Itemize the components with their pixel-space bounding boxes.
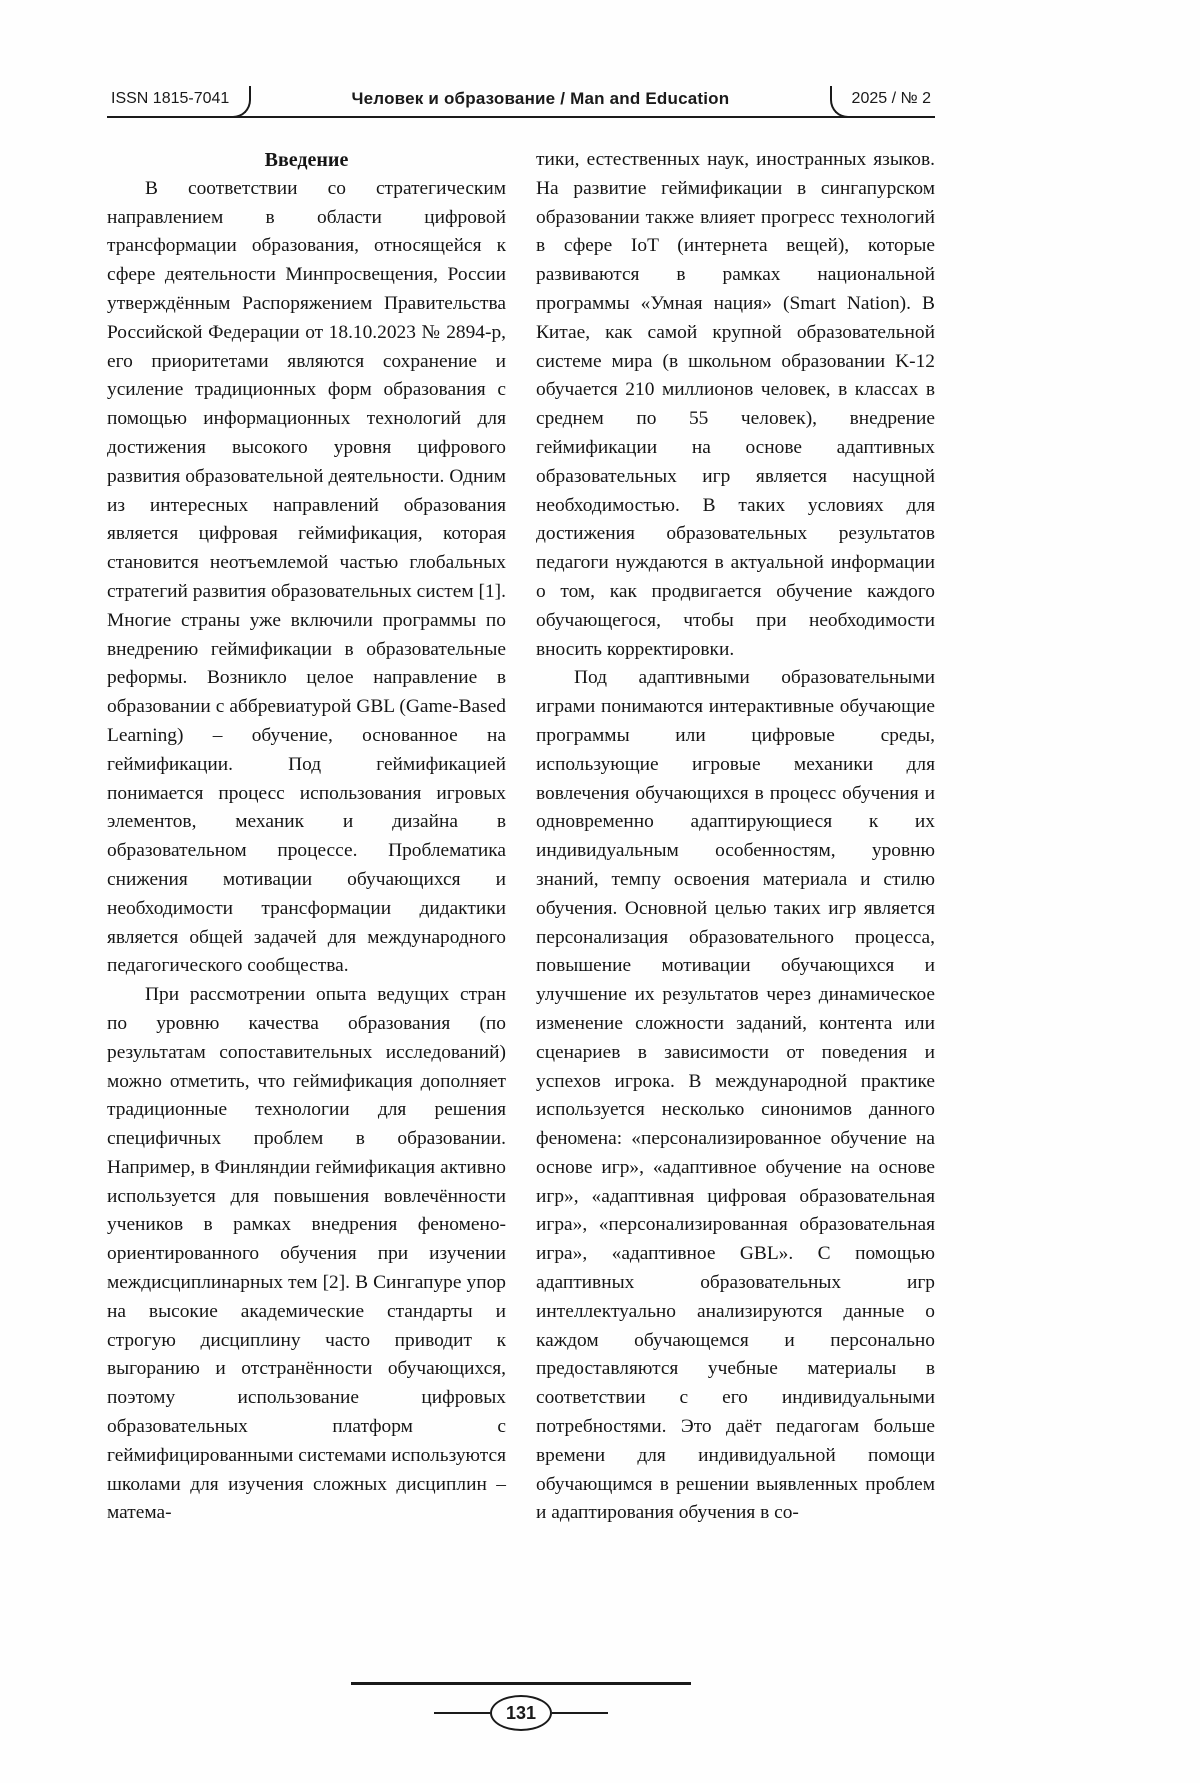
right-column (536, 146, 935, 1528)
footer-line-right (552, 1712, 608, 1714)
issn-label: ISSN 1815-7041 (111, 90, 230, 107)
paragraph: В соответствии со стратегическим направлением в области цифровой трансформации образования, относящейся к сфере деятельности Минпросвещения, России утверждённым Распоряжением Правительства Российской Федерации от 18.10.2023 № 2894-р, его приоритетами являются сохранение и усиление традиционных форм образования с помощью информационных технологий для достижения высокого уровня цифрового развития образовательной деятельности. Одним из интересных направлений образования является цифровая геймификация, которая становится неотъемлемой частью глобальных стратегий развития образовательных систем [1]. Многие страны уже включили программы по внедрению геймификации в образовательные реформы. Возникло целое направление в образовании с аббревиатурой GBL (Game-Based Learning) – обучение, основанное на геймификации. Под геймификацией понимается процесс использования игровых элементов, механик и дизайна в образовательном процессе. Проблематика снижения мотивации обучающихся и необходимости трансформации дидактики является общей задачей для международного педагогического сообщества. (107, 177, 506, 977)
footer-line-left (434, 1712, 490, 1714)
issue-tab (830, 86, 935, 118)
page-number: 131 (490, 1695, 552, 1731)
section-title: Введение (264, 149, 349, 171)
page-footer (107, 1682, 935, 1731)
paragraph: Под адаптивными образовательными играми понимаются интерактивные обучающие программы или цифровые среды, использующие игровые механики для вовлечения обучающихся в процесс обучения и одновременно адаптирующиеся к их индивидуальным особенностям, уровню знаний, темпу освоения материала и стилю обучения. Основной целью таких игр является персонализация образовательного процесса, повышение мотивации обучающихся и улучшение их результатов через динамическое изменение сложности заданий, контента или сценариев в зависимости от поведения и успехов игрока. В международной практике используется несколько синонимов данного феномена: «персонализированное обучение на основе игр», «адаптивное обучение на основе игр», «адаптивная цифровая образовательная игра», «персонализированная образовательная игра», «адаптивное GBL». С помощью адаптивных образовательных игр интеллектуально анализируются данные о каждом обучающемся и персонально предоставляются учебные материалы в соответствии с его индивидуальными потребностями. Это даёт педагогам больше времени для индивидуальной помощи обучающимся в решении выявленных проблем и адаптирования обучения в со- (536, 667, 935, 1524)
page-header (107, 82, 935, 118)
paragraph-continuation: тики, естественных наук, иностранных языков. На развитие геймификации в сингапурском образовании также влияет прогресс технологий в сфере IoT (интернета вещей), которые развиваются в рамках национальной программы «Умная нация» (Smart Nation). В Китае, как самой крупной образовательной системе мира (в школьном образовании K-12 обучается 210 миллионов человек, в классах в среднем по 55 человек), внедрение геймификации на основе адаптивных образовательных игр является насущной необходимостью. В таких условиях для достижения образовательных результатов педагоги нуждаются в актуальной информации о том, как продвигается обучение каждого обучающегося, чтобы при необходимости вносить корректировки. (536, 149, 935, 660)
article-body (107, 146, 935, 1528)
issue-number: 2025 / № 2 (851, 90, 931, 107)
page-content (107, 82, 935, 1528)
journal-title: Человек и образование / Man and Education (351, 89, 730, 108)
left-column (107, 146, 506, 1528)
footer-rule (351, 1682, 691, 1685)
page-number-row (107, 1695, 935, 1731)
paragraph: При рассмотрении опыта ведущих стран по уровню качества образования (по результатам сопоставительных исследований) можно отметить, что геймификация дополняет традиционные технологии для решения специфичных проблем в образовании. Например, в Финляндии геймификация активно используется для повышения вовлечённости учеников в рамках внедрения феномено-ориентированного обучения при изучении междисциплинарных тем [2]. В Сингапуре упор на высокие академические стандарты и строгую дисциплину часто приводит к выгоранию и отстранённости обучающихся, поэтому использование цифровых образовательных платформ с геймифицированными системами используются школами для изучения сложных дисциплин – матема- (107, 984, 506, 1524)
issn-tab (107, 86, 251, 118)
